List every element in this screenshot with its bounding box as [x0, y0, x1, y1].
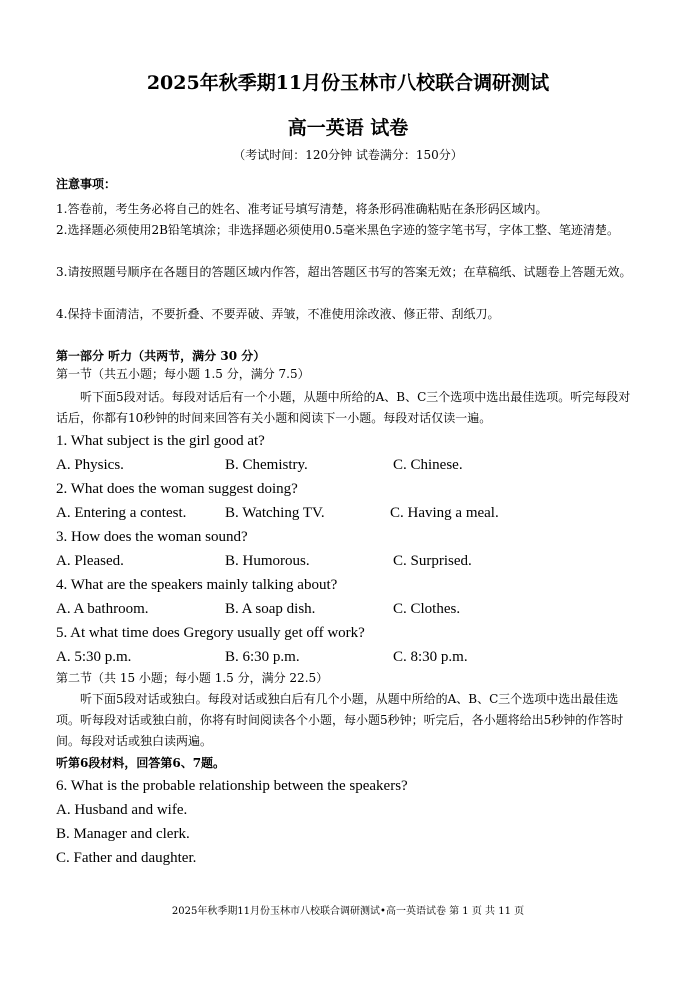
q4-option-b: B. A soap dish.: [225, 601, 316, 617]
note-item-4: 4.保持卡面清洁，不要折叠、不要弄破、弄皱，不准使用涂改液、修正带、刮纸刀。: [56, 307, 500, 321]
question-5: 5. At what time does Gregory usually get off work?: [56, 625, 365, 641]
question-2: 2. What does the woman suggest doing?: [56, 481, 298, 497]
question-3: 3. How does the woman sound?: [56, 529, 248, 545]
q2-option-c: C. Having a meal.: [390, 505, 499, 521]
q2-option-a: A. Entering a contest.: [56, 505, 187, 521]
q4-option-a: A. A bathroom.: [56, 601, 149, 617]
section1-instructions: 听下面5段对话。每段对话后有一个小题，从题中所给的A、B、C三个选项中选出最佳选项。听完每段对话后，你都有10秒钟的时间来回答有关小题和阅读下一小题。每段对话仅读一遍。: [56, 390, 631, 425]
part1-heading: 第一部分 听力（共两节，满分 30 分）: [56, 349, 266, 363]
note-item-1: 1.答卷前，考生务必将自己的姓名、准考证号填写清楚，将条形码准确粘贴在条形码区域内。: [56, 202, 548, 216]
material-label: 听第6段材料，回答第6、7题。: [56, 756, 226, 770]
note-item-3: 3.请按照题号顺序在各题目的答题区域内作答，超出答题区书写的答案无效；在草稿纸、试题卷上答题无效。: [56, 265, 632, 279]
q2-option-b: B. Watching TV.: [225, 505, 325, 521]
q3-option-a: A. Pleased.: [56, 553, 124, 569]
q3-option-c: C. Surprised.: [393, 553, 472, 569]
note-item-2: 2.选择题必须使用2B铅笔填涂；非选择题必须使用0.5毫米黑色字迹的签字笔书写，字体工整、笔迹清楚。: [56, 223, 619, 237]
q4-option-c: C. Clothes.: [393, 601, 461, 617]
exam-meta: （考试时间：120分钟 试卷满分：150分）: [233, 148, 463, 162]
q6-option-b: B. Manager and clerk.: [56, 826, 190, 842]
q6-option-c: C. Father and daughter.: [56, 850, 197, 866]
q1-option-b: B. Chemistry.: [225, 457, 308, 473]
q1-option-c: C. Chinese.: [393, 457, 463, 473]
q5-option-b: B. 6:30 p.m.: [225, 649, 300, 665]
question-6: 6. What is the probable relationship between the speakers?: [56, 778, 408, 794]
exam-subtitle: 高一英语 试卷: [287, 117, 409, 139]
q6-option-a: A. Husband and wife.: [56, 802, 188, 818]
question-4: 4. What are the speakers mainly talking about?: [56, 577, 338, 593]
exam-title: 2025年秋季期11月份玉林市八校联合调研测试: [146, 72, 550, 94]
q1-option-a: A. Physics.: [56, 457, 124, 473]
notes-heading: 注意事项：: [56, 177, 117, 191]
section1-heading: 第一节（共五小题；每小题 1.5 分，满分 7.5）: [56, 367, 310, 381]
section2-instructions: 听下面5段对话或独白。每段对话或独白后有几个小题，从题中所给的A、B、C三个选项中选出最佳选项。听每段对话或独白前，你将有时间阅读各个小题，每小题5秒钟；听完后，各小题将给出5秒钟的作答时间。每段对话或独白读两遍。: [56, 692, 624, 748]
q3-option-b: B. Humorous.: [225, 553, 310, 569]
section2-heading: 第二节（共 15 小题；每小题 1.5 分，满分 22.5）: [56, 671, 329, 685]
q5-option-a: A. 5:30 p.m.: [56, 649, 132, 665]
q5-option-c: C. 8:30 p.m.: [393, 649, 468, 665]
question-1: 1. What subject is the girl good at?: [56, 433, 265, 449]
page-footer: 2025年秋季期11月份玉林市八校联合调研测试•高一英语试卷 第 1 页 共 11 页: [171, 906, 525, 917]
